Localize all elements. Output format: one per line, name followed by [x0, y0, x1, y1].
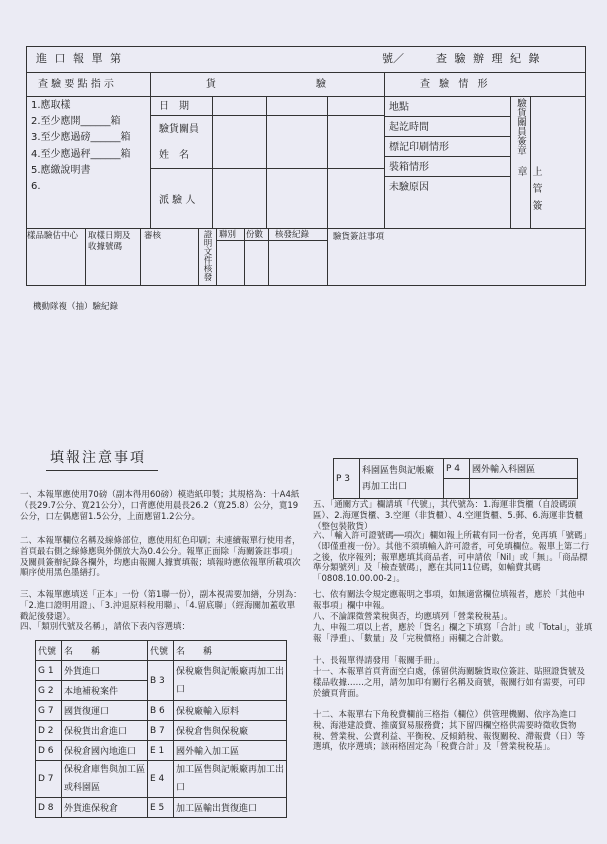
point-item: 3.至少應過磅______箱: [31, 132, 131, 143]
point-item: 5.應繳說明書: [31, 165, 91, 176]
sample-date-label: 取樣日期及收據號碼: [88, 231, 131, 252]
point-item: 2.至少應開______箱: [31, 116, 121, 127]
notes-title: 填報注意事項: [50, 450, 146, 466]
category-table-top: [333, 458, 578, 499]
category-name: 本地補稅案件: [62, 681, 148, 701]
category-name: 科園區售與記帳廠再加工出口: [360, 459, 444, 499]
category-name: 加工區售與記帳廠再加工出口: [174, 761, 287, 798]
note-paragraph: 二、本報單欄位名稱及線條部位，應使用紅色印刷；未連續報單行使用者，首頁最右側之線條應與外側放大為0.4公分。報單正面除「海關簽註事項」及關員簽辦紀錄各欄外，均應由報關人據實填報；填報時應依報單所載項次順序使用黑色墨繕打。: [20, 536, 301, 579]
form-number-label: 號／: [382, 52, 404, 65]
situation-item: 起訖時間: [389, 122, 429, 133]
category-code-header: 代號: [36, 641, 62, 661]
goods-header: 貨: [206, 79, 216, 90]
review-label: 審核: [144, 231, 162, 241]
category-name: 保稅倉庫售與加工區或科園區: [62, 761, 148, 798]
audit-notes-label: 驗貨簽註事項: [333, 232, 385, 242]
category-code: D 6: [36, 741, 62, 761]
situation-header: 查 驗 情 形: [420, 79, 491, 90]
unit-label: 聯別: [219, 230, 237, 240]
situation-item: 裝箱情形: [389, 162, 429, 173]
date-label: 日 期: [159, 101, 189, 112]
situation-item: 標記印刷情形: [389, 142, 449, 153]
category-name: 國外輸入加工區: [174, 741, 287, 761]
category-code: D 2: [36, 721, 62, 741]
category-name-header: 名 稱: [174, 641, 287, 661]
repeat-record-label: 機動隊複（抽）驗紀錄: [33, 302, 119, 312]
category-name: 保稅倉售與保稅廠: [174, 721, 287, 741]
category-code: B 6: [148, 701, 174, 721]
name-label: 姓 名: [159, 150, 189, 161]
supervisor-label: 上管簽章: [515, 166, 541, 217]
signature-label: 驗貨關員簽章: [515, 98, 526, 155]
point-item: 4.至少應過秤______箱: [31, 149, 131, 160]
note-paragraph: 九、申報二項以上者，應於「貨名」欄之下填寫「合計」或「Total」，並填報「淨重」、「數量」及「完稅價格」兩欄之合計數。: [313, 623, 593, 644]
category-name-header: 名 稱: [62, 641, 148, 661]
officer-label: 驗貨關員: [159, 124, 199, 135]
category-code: E 1: [148, 741, 174, 761]
category-table: [35, 640, 287, 818]
category-name: 保稅倉國內地進口: [62, 741, 148, 761]
category-code: E 5: [148, 798, 174, 818]
points-header: 查 驗 要 點 指 示: [38, 79, 114, 90]
category-code-header: 代號: [148, 641, 174, 661]
category-code: D 8: [36, 798, 62, 818]
note-paragraph: 一、本報單應使用70磅（副本得用60磅）模造紙印製；其規格為：十A4紙（長29.7公分、寬21公分），口背應使用晨長26.2（寬25.8）公分，寬19公分，口左偶應留1.5公分，上面應留1.2公分。: [20, 490, 300, 522]
situation-item: 未驗原因: [389, 182, 429, 193]
category-name: 國外輸入科園區: [470, 459, 578, 479]
category-name: 外貨進口: [62, 661, 148, 681]
records-title: 查 驗 辦 理 紀 錄: [436, 52, 542, 65]
note-paragraph: 六、「輸入許可證號碼──項次」欄如報上所載有同一份者，免再填「號碼」（即僅重複一份）。其他不須填輸入許可證者，可免填欄位。報單上第二行之後，依序報列；報單應填其商品者，可申請依「Nil」或「無」。「商品標準分類號列」及「檢查號碼」，應在其同11位碼，如輸費其碼「0808.10.00.00-2」。: [313, 531, 591, 585]
note-paragraph: 十一、本報單首頁背面空白處，係留供海關驗貨取位簽註、貼照證貨號及樣品收據……之用，請勿加印有關行名稱及商號，報關行如有需要，可印於續頁背面。: [313, 667, 586, 699]
category-name: 外貨進保稅倉: [62, 798, 148, 818]
category-code: G 7: [36, 701, 62, 721]
point-item: 6.: [31, 181, 41, 192]
category-code: B 7: [148, 721, 174, 741]
note-paragraph: 十二、本報單右下角稅費欄前三格指（欄位）供管理機關、依序為進口稅、海港建設費、推廣貿易服務費；其下留四欄空格供需要時徵收貨物稅、營業稅、公賣利益、平衡稅、反傾銷稅、報復關稅、滯報費（日）等選填，依序選填；該兩格固定為「稅費合計」及「營業稅稅基」。: [313, 710, 586, 753]
note-paragraph: 十、長報單得請發用「報關手冊」。: [313, 656, 445, 666]
category-code: P 4: [444, 459, 470, 479]
category-code: E 4: [148, 761, 174, 798]
docs-review-label: 證明文件核發: [202, 230, 212, 281]
test-header: 驗: [316, 79, 326, 90]
copies-label: 份數: [246, 230, 264, 240]
point-item: 1.應取樣: [31, 100, 71, 111]
category-code: P 3: [334, 459, 360, 499]
category-name: 保稅貨出倉進口: [62, 721, 148, 741]
note-paragraph: 七、依有關法令規定應報明之事項，如無適當欄位填報者，應於「其他申報事項」欄中申報。: [313, 590, 586, 611]
category-name: 國貨復運口: [62, 701, 148, 721]
situation-item: 地點: [389, 102, 409, 113]
note-paragraph: 五、「通關方式」欄請填「代號」，其代號為：1.海運非貨櫃（自設碼頭區）、2.海運貨櫃、3.空運（非貨櫃）、4.空運貨櫃、5.郵、6.海運非貨櫃（整包裝散貨）: [313, 500, 584, 532]
category-name: 保稅廠輸入原料: [174, 701, 287, 721]
inspector-label: 派 驗 人: [159, 195, 196, 206]
issue-record-label: 核發紀錄: [275, 230, 310, 240]
sample-center-label: 樣品驗估中心: [27, 231, 79, 241]
note-paragraph: 八、不論課徵營業稅與否，均應填列「營業稅稅基」。: [313, 612, 513, 622]
note-paragraph: 三、本報單應填送「正本」一份（第1聯一份），副本視需要加繕，分別為：「2.進口證明用證」、「3.沖退原料稅用聯」、「4.留底聯」（經海關加蓋收單戳記後發還）。: [20, 590, 302, 622]
note-paragraph: 四、「類別代號及名稱」，請依下表內容選填：: [20, 622, 191, 632]
category-name: 加工區輸出貨復進口: [174, 798, 287, 818]
category-code: D 7: [36, 761, 62, 798]
category-code: G 2: [36, 681, 62, 701]
form-title: 進 口 報 單 第: [36, 52, 123, 65]
category-code: B 3: [148, 661, 174, 701]
category-code: G 1: [36, 661, 62, 681]
category-name: 保稅廠售與記帳廠再加工出口: [174, 661, 287, 701]
